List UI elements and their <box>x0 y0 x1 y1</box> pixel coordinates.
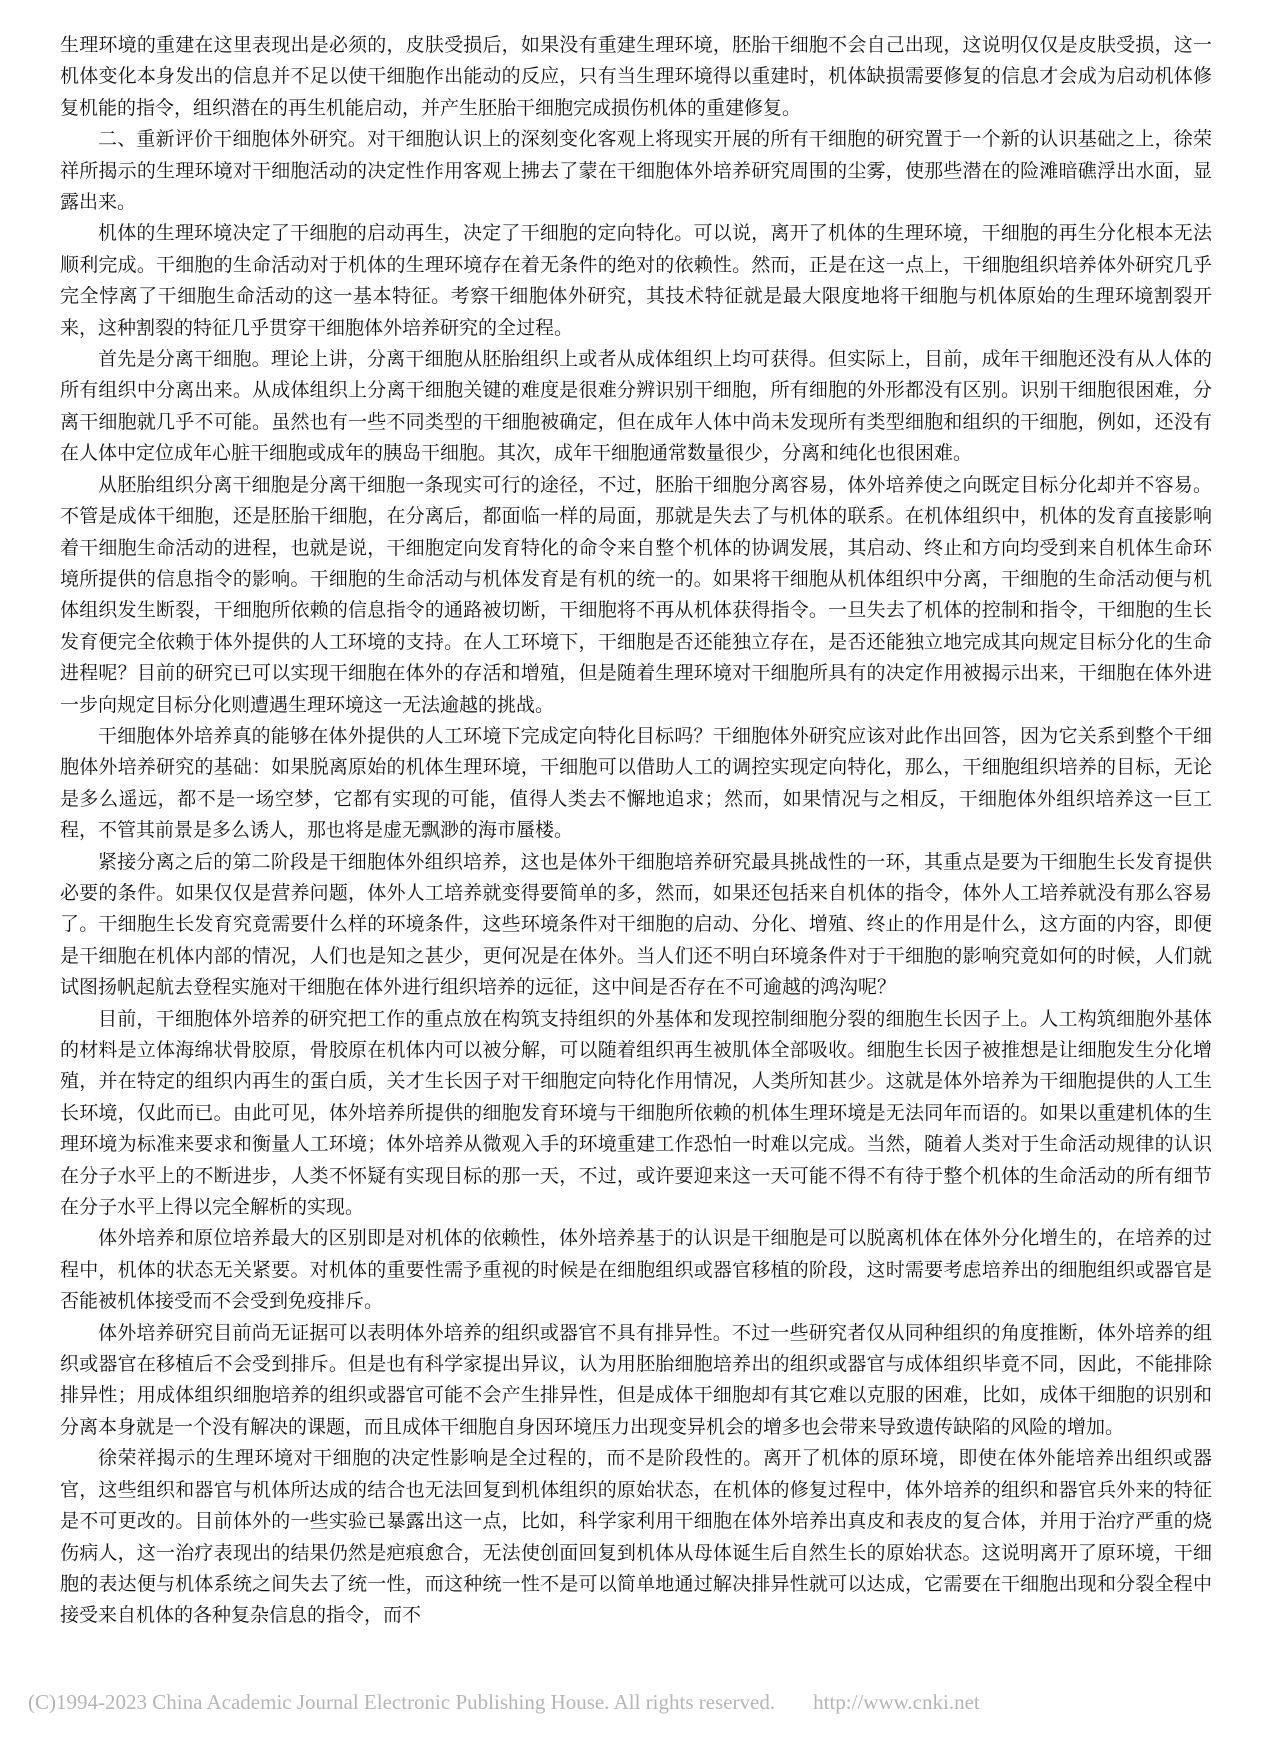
paragraph-8: 目前，干细胞体外培养的研究把工作的重点放在构筑支持组织的外基体和发现控制细胞分裂的细胞生长因子上。人工构筑细胞外基体的材料是立体海绵状骨胶原，骨胶原在机体内可以被分解，可以随着组织再生被肌体全部吸收。细胞生长因子被推想是让细胞发生分化增殖，并在特定的组织内再生的蛋白质，关才生长因子对干细胞定向特化作用情况，人类所知甚少。这就是体外培养为干细胞提供的人工生长环境，仅此而已。由此可见，体外培养所提供的细胞发育环境与干细胞所依赖的机体生理环境是无法同年而语的。如果以重建机体的生理环境为标准来要求和衡量人工环境；体外培养从微观入手的环境重建工作恐怕一时难以完成。当然，随着人类对于生命活动规律的认识在分子水平上的不断进步，人类不怀疑有实现目标的那一天，不过，或许要迎来这一天可能不得不有待于整个机体的生命活动的所有细节在分子水平上得以完全解析的实现。 <box>60 1007 1212 1219</box>
paragraph-2: 二、重新评价干细胞体外研究。对干细胞认识上的深刻变化客观上将现实开展的所有干细胞的研究置于一个新的认识基础之上，徐荣祥所揭示的生理环境对干细胞活动的决定性作用客观上拂去了蒙在干细胞体外培养研究周围的尘雾，使那些潜在的险滩暗礁浮出水面，显露出来。 <box>60 128 1212 214</box>
paragraph-7: 紧接分离之后的第二阶段是干细胞体外组织培养，这也是体外干细胞培养研究最具挑战性的一环，其重点是要为干细胞生长发育提供必要的条件。如果仅仅是营养问题，体外人工培养就变得要简单的多，然而，如果还包括来自机体的指令，体外人工培养就没有那么容易了。干细胞生长发育究竟需要什么样的环境条件，这些环境条件对干细胞的启动、分化、增殖、终止的作用是什么，这方面的内容，即便是干细胞在机体内部的情况，人们也是知之甚少，更何况是在体外。当人们还不明白环境条件对于干细胞的影响究竟如何的时候，人们就试图扬帆起航去登程实施对干细胞在体外进行组织培养的远征，这中间是否存在不可逾越的鸿沟呢？ <box>60 850 1212 999</box>
paragraph-5: 从胚胎组织分离干细胞是分离干细胞一条现实可行的途径，不过，胚胎干细胞分离容易，体外培养使之向既定目标分化却并不容易。不管是成体干细胞，还是胚胎干细胞，在分离后，都面临一样的局面，那就是失去了与机体的联系。在机体组织中，机体的发育直接影响着干细胞生命活动的进程，也就是说，干细胞定向发育特化的命令来自整个机体的协调发展，其启动、终止和方向均受到来自机体生命环境所提供的信息指令的影响。干细胞的生命活动与机体发育是有机的统一的。如果将干细胞从机体组织中分离，干细胞的生命活动便与机体组织发生断裂，干细胞所依赖的信息指令的通路被切断，干细胞将不再从机体获得指令。一旦失去了机体的控制和指令，干细胞的生长发育便完全依赖于体外提供的人工环境的支持。在人工环境下，干细胞是否还能独立存在，是否还能独立地完成其向规定目标分化的生命进程呢？目前的研究已可以实现干细胞在体外的存活和增殖，但是随着生理环境对干细胞所具有的决定作用被揭示出来，干细胞在体外进一步向规定目标分化则遭遇生理环境这一无法逾越的挑战。 <box>60 473 1212 716</box>
watermark-footer <box>28 1690 1243 1715</box>
copyright-notice: (C)1994-2023 China Academic Journal Electronic Publishing House. All rights reserved. <box>28 1690 776 1714</box>
article-body <box>60 30 1212 1632</box>
paragraph-1: 生理环境的重建在这里表现出是必须的，皮肤受损后，如果没有重建生理环境，胚胎干细胞不会自己出现，这说明仅仅是皮肤受损，这一机体变化本身发出的信息并不足以使干细胞作出能动的反应，只有当生理环境得以重建时，机体缺损需要修复的信息才会成为启动机体修复机能的指令，组织潜在的再生机能启动，并产生胚胎干细胞完成损伤机体的重建修复。 <box>60 34 1212 119</box>
paragraph-4: 首先是分离干细胞。理论上讲，分离干细胞从胚胎组织上或者从成体组织上均可获得。但实际上，目前，成年干细胞还没有从人体的所有组织中分离出来。从成体组织上分离干细胞关键的难度是很难分辨识别干细胞，所有细胞的外形都没有区别。识别干细胞很困难，分离干细胞就几乎不可能。虽然也有一些不同类型的干细胞被确定，但在成年人体中尚未发现所有类型细胞和组织的干细胞，例如，还没有在人体中定位成年心脏干细胞或成年的胰岛干细胞。其次，成年干细胞通常数量很少，分离和纯化也很困难。 <box>60 348 1212 465</box>
paragraph-9: 体外培养和原位培养最大的区别即是对机体的依赖性，体外培养基于的认识是干细胞是可以脱离机体在体外分化增生的，在培养的过程中，机体的状态无关紧要。对机体的重要性需予重视的时候是在细胞组织或器官移植的阶段，这时需要考虑培养出的细胞组织或器官是否能被机体接受而不会受到免疫排斥。 <box>60 1227 1212 1313</box>
paragraph-3: 机体的生理环境决定了干细胞的启动再生，决定了干细胞的定向特化。可以说，离开了机体的生理环境，干细胞的再生分化根本无法顺利完成。干细胞的生命活动对于机体的生理环境存在着无条件的绝对的依赖性。然而，正是在这一点上，干细胞组织培养体外研究几乎完全悖离了干细胞生命活动的这一基本特征。考察干细胞体外研究，其技术特征就是最大限度地将干细胞与机体原始的生理环境割裂开来，这种割裂的特征几乎贯穿干细胞体外培养研究的全过程。 <box>60 222 1212 339</box>
paragraph-10: 体外培养研究目前尚无证据可以表明体外培养的组织或器官不具有排异性。不过一些研究者仅从同种组织的角度推断，体外培养的组织或器官在移植后不会受到排斥。但是也有科学家提出异议，认为用胚胎细胞培养出的组织或器官与成体组织毕竟不同，因此，不能排除排异性；用成体组织细胞培养的组织或器官可能不会产生排异性，但是成体干细胞却有其它难以克服的困难，比如，成体干细胞的识别和分离本身就是一个没有解决的课题，而且成体干细胞自身因环境压力出现变异机会的增多也会带来导致遗传缺陷的风险的增加。 <box>60 1321 1212 1438</box>
paragraph-6: 干细胞体外培养真的能够在体外提供的人工环境下完成定向特化目标吗？干细胞体外研究应该对此作出回答，因为它关系到整个干细胞体外培养研究的基础：如果脱离原始的机体生理环境，干细胞可以借助人工的调控实现定向特化，那么，干细胞组织培养的目标，无论是多么遥远，都不是一场空梦，它都有实现的可能，值得人类去不懈地追求；然而，如果情况与之相反，干细胞体外组织培养这一巨工程，不管其前景是多么诱人，那也将是虚无飘渺的海市蜃楼。 <box>60 724 1212 842</box>
paragraph-11: 徐荣祥揭示的生理环境对干细胞的决定性影响是全过程的，而不是阶段性的。离开了机体的原环境，即使在体外能培养出组织或器官，这些组织和器官与机体所达成的结合也无法回复到机体组织的原始状态，在机体的修复过程中，体外培养的组织和器官兵外来的特征是不可更改的。目前体外的一些实验已暴露出这一点，比如，科学家利用干细胞在体外培养出真皮和表皮的复合体，并用于治疗严重的烧伤病人，这一治疗表现出的结果仍然是疤痕愈合，无法使创面回复到机体从母体诞生后自然生长的原始状态。这说明离开了原环境，干细胞的表达便与机体系统之间失去了统一性，而这种统一性不是可以简单地通过解决排异性就可以达成，它需要在干细胞出现和分裂全程中接受来自机体的各种复杂信息的指令，而不 <box>60 1447 1212 1627</box>
publisher-url: http://www.cnki.net <box>813 1690 980 1714</box>
